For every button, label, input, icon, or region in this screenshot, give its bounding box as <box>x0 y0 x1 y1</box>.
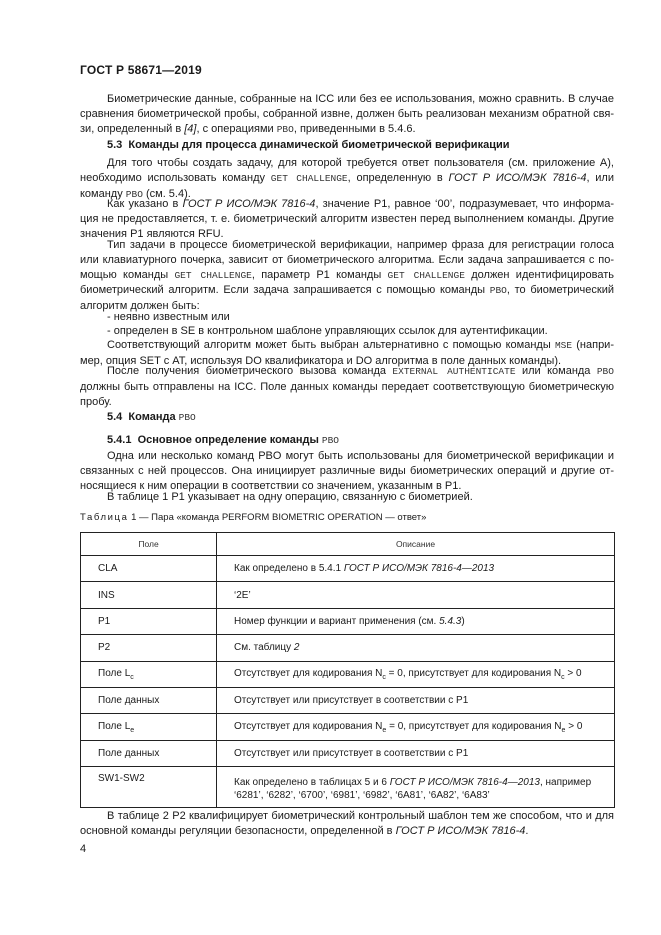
table-row <box>81 687 615 713</box>
description-cell: Отсутствует для кодирования $N_c = 0$, присутствует для кодирования $N_c > 0$ <box>217 661 615 687</box>
description-cell: Отсутствует или присутствует в соответствии с Р1 <box>217 687 615 713</box>
code-term: GET CHALLENGE <box>270 172 348 184</box>
table-row <box>81 556 615 582</box>
code-term: PBO <box>321 435 340 446</box>
description-cell: Отсутствует или присутствует в соответствии с Р1 <box>217 740 615 766</box>
paragraph-challenge-type: Тип задачи в процессе биометрической верификации, например фраза для регистрации голоса или клавиатурного почерка, зависит от биометрического алгоритма. Если задача запрашивается с по-мощью команды GET CHALLENGE, параметр Р1 команды GET CHALLENGE должен идентифицировать биометрический алгоритм. Если задача запрашивается с помощью команды PBO, то биометрический алгоритм должен быть: <box>80 239 614 313</box>
paragraph-biometric-data: Биометрические данные, собранные на ICC или без ее использования, можно сравнить. В случае сравнения биометрической пробы, собранной извне, должен быть реализован механизм обратной свя-зи, определенный в [4], с операциями PBO, приведенными в 5.4.6. <box>80 93 614 135</box>
field-cell: Поле данных <box>81 687 217 713</box>
field-cell: Поле $L_e$ <box>81 714 217 740</box>
code-term: PBO <box>489 285 507 297</box>
table-row <box>81 714 615 740</box>
code-term: PBO <box>125 188 143 200</box>
code-term: EXTERNAL AUTHENTICATE <box>392 366 516 377</box>
code-term: PBO <box>596 366 614 377</box>
table-row <box>81 608 615 634</box>
reference: ГОСТ Р ИСО/МЭК 7816-4 <box>182 198 316 210</box>
paragraph-table1-intro: В таблице 1 Р1 указывает на одну операцию, связанную с биометрией. <box>107 491 473 503</box>
reference: ГОСТ Р ИСО/МЭК 7816-4 <box>448 171 587 184</box>
description-cell: Как определено в 5.4.1 ГОСТ Р ИСО/МЭК 7816-4—2013 <box>217 556 615 582</box>
description-cell: Как определено в таблицах 5 и 6 ГОСТ Р ИСО/МЭК 7816-4—2013, например ‘6281’, ‘6282’, ‘6700’, ‘6981’, ‘6982’, ‘6A81’, ‘6A82’, ‘6A83’ <box>217 767 615 808</box>
field-cell: Поле данных <box>81 740 217 766</box>
list-item: - неявно известным или <box>107 311 230 323</box>
section-heading-5-4: 5.4 Команда PBO <box>107 411 196 423</box>
table-row <box>81 767 615 808</box>
paragraph-pbo-commands: Одна или несколько команд PBO могут быть использованы для биометрической верификации и связанных с ней процессов. Она инициирует различные виды биометрических операций и другие от-носящиеся к ним операции в соответствии со значением, указанным в Р1. <box>80 450 614 492</box>
paragraph-mse: Соответствующий алгоритм может быть выбран альтернативно с помощью команды MSE (напри-мер, опция SET с АТ, используя DO квалификатора и DO алгоритма в поле данных команды). <box>80 339 614 367</box>
table-row <box>81 582 615 608</box>
table-caption: Таблица 1 — Пара «команда PERFORM BIOMETRIC OPERATION — ответ» <box>80 512 427 523</box>
document-header: ГОСТ Р 58671—2019 <box>80 63 202 77</box>
description-cell: См. таблицу 2 <box>217 635 615 661</box>
code-term: GET CHALLENGE <box>174 269 252 281</box>
field-cell: SW1-SW2 <box>81 767 217 808</box>
table-row <box>81 661 615 687</box>
field-cell: Поле $L_c$ <box>81 661 217 687</box>
page-number: 4 <box>80 843 87 855</box>
paragraph-get-challenge: Для того чтобы создать задачу, для которой требуется ответ пользователя (см. приложение А), необходимо использовать команду GET CHALLENGE, определенную в ГОСТ Р ИСО/МЭК 7816-4, или команду PBO (см. 5.4). <box>80 157 614 200</box>
code-term: MSE <box>554 340 573 351</box>
description-cell: Отсутствует для кодирования $N_e = 0$, присутствует для кодирования $N_e > 0$ <box>217 714 615 740</box>
table-row <box>81 635 615 661</box>
code-term: PBO <box>276 123 294 135</box>
reference: ГОСТ Р ИСО/МЭК 7816-4 <box>395 824 526 837</box>
paragraph-p1-value: Как указано в ГОСТ Р ИСО/МЭК 7816-4, значение Р1, равное ‘00’, подразумевает, что информа-ция не предоставляется, т. е. биометрический алгоритм известен перед выполнением команды. Другие значения Р1 являются RFU. <box>80 198 614 240</box>
section-heading-5-3: 5.3 Команды для процесса динамической биометрической верификации <box>107 139 510 151</box>
code-term: GET CHALLENGE <box>387 269 465 281</box>
column-header-description: Описание <box>217 533 615 556</box>
list-item: - определен в SE в контрольном шаблоне управляющих ссылок для аутентификации. <box>107 325 548 337</box>
table-row <box>81 740 615 766</box>
paragraph-external-authenticate: После получения биометрического вызова команда EXTERNAL AUTHENTICATE или команда PBO должны быть отправлены на ICC. Поле данных команды передает соответствующую биометрическую пробу. <box>80 365 614 408</box>
code-term: PBO <box>178 412 196 423</box>
command-response-table <box>80 532 615 808</box>
reference: [4] <box>184 122 197 135</box>
field-cell: CLA <box>81 556 217 582</box>
field-cell: INS <box>81 582 217 608</box>
description-cell: Номер функции и вариант применения (см. 5.4.3) <box>217 608 615 634</box>
description-cell: ‘2E’ <box>217 582 615 608</box>
field-cell: P2 <box>81 635 217 661</box>
paragraph-table2-intro: В таблице 2 Р2 квалифицирует биометрический контрольный шаблон тем же способом, что и для основной команды регуляции безопасности, определенной в ГОСТ Р ИСО/МЭК 7816-4. <box>80 810 614 837</box>
table-header-row <box>81 533 615 556</box>
section-heading-5-4-1: 5.4.1 Основное определение команды PBO <box>107 434 340 446</box>
column-header-field: Поле <box>81 533 217 556</box>
field-cell: P1 <box>81 608 217 634</box>
